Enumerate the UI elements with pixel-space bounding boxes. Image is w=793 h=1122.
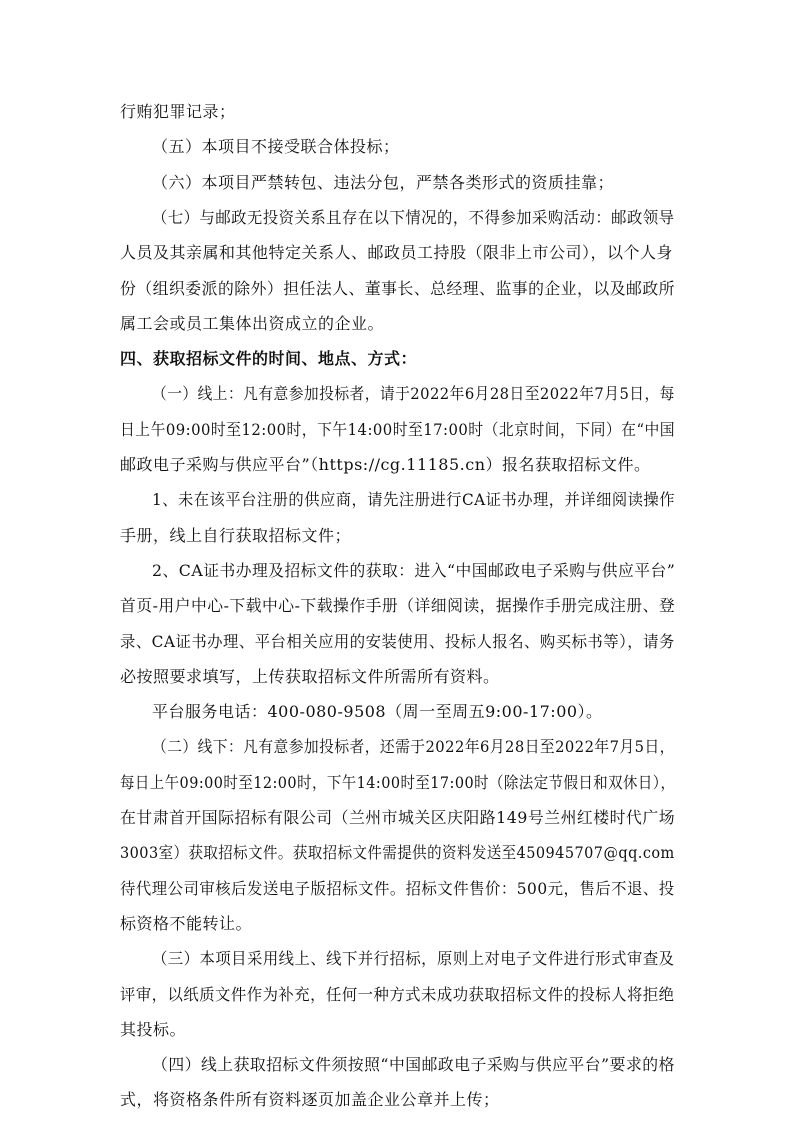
text-line: 评审，以纸质文件作为补充，任何一种方式未成功获取招标文件的投标人将拒绝 [120, 984, 675, 1004]
text-line: 标资格不能转让。 [120, 913, 253, 933]
text-line: （六）本项目严禁转包、违法分包，严禁各类形式的资质挂靠； [152, 172, 615, 192]
text-line: 手册，线上自行获取招标文件； [120, 525, 352, 545]
text-line: 必按照要求填写，上传获取招标文件所需所有资料。 [120, 666, 500, 686]
text-line: 邮政电子采购与供应平台”（https://cg.11185.cn）报名获取招标文件。 [120, 455, 651, 474]
text-line: 在甘肃首开国际招标有限公司（兰州市城关区庆阳路149号兰州红楼时代广场 [120, 808, 676, 827]
text-line: （五）本项目不接受联合体投标； [152, 137, 400, 157]
text-line: 1、未在该平台注册的供应商，请先注册进行CA证书办理，并详细阅读操作 [152, 490, 675, 510]
text-line: （二）线下：凡有意参加投标者，还需于2022年6月28日至2022年7月5日， [152, 737, 675, 757]
text-line: （七）与邮政无投资关系且存在以下情况的，不得参加采购活动：邮政领导 [152, 207, 675, 227]
text-line: 日上午09:00时至12:00时，下午14:00时至17:00时（北京时间，下同）在“中国 [120, 419, 676, 439]
text-line: （四）线上获取招标文件须按照“中国邮政电子采购与供应平台”要求的格 [152, 1055, 675, 1075]
text-line: （一）线上：凡有意参加投标者，请于2022年6月28日至2022年7月5日，每 [152, 384, 675, 404]
text-line: 待代理公司审核后发送电子版招标文件。招标文件售价：500元，售后不退、投 [120, 878, 675, 898]
text-line: 人员及其亲属和其他特定关系人、邮政员工持股（限非上市公司），以个人身 [120, 243, 674, 263]
text-line: 行贿犯罪记录； [120, 102, 236, 121]
text-line: 份（组织委派的除外）担任法人、董事长、总经理、监事的企业，以及邮政所 [120, 278, 676, 298]
section-heading: 四、获取招标文件的时间、地点、方式： [120, 349, 418, 369]
text-line: （三）本项目采用线上、线下并行招标，原则上对电子文件进行形式审查及 [152, 949, 675, 969]
text-line: 属工会或员工集体出资成立的企业。 [120, 313, 385, 333]
text-line: 平台服务电话：400-080-9508（周一至周五9:00-17:00）。 [152, 702, 603, 722]
text-line: 其投标。 [120, 1019, 187, 1039]
text-line: 3003室）获取招标文件。获取招标文件需提供的资料发送至450945707@qq.com [120, 843, 675, 863]
text-line: 录、CA证书办理、平台相关应用的安装使用、投标人报名、购买标书等），请务 [120, 631, 675, 651]
text-line: 2、CA证书办理及招标文件的获取：进入“中国邮政电子采购与供应平台” [152, 560, 676, 580]
text-line: 首页-用户中心-下载中心-下载操作手册（详细阅读，据操作手册完成注册、登 [120, 596, 676, 616]
text-line: 每日上午09:00时至12:00时，下午14:00时至17:00时（除法定节假日和双休日）， [120, 772, 676, 792]
text-line: 式，将资格条件所有资料逐页加盖企业公章并上传； [120, 1090, 500, 1110]
